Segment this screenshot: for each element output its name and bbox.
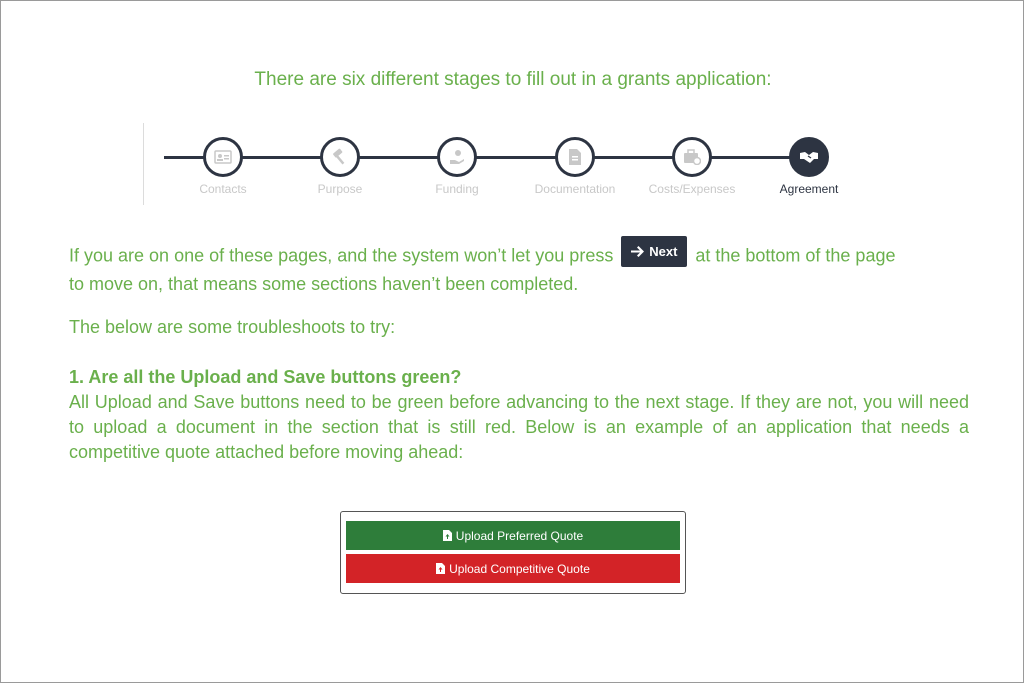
- hand-coin-icon: [437, 137, 477, 177]
- file-upload-icon: [436, 563, 445, 574]
- step-purpose[interactable]: [280, 137, 400, 196]
- upload-competitive-quote-button[interactable]: [346, 554, 680, 583]
- document-icon: [555, 137, 595, 177]
- arrow-right-icon: [631, 246, 644, 257]
- next-instructions-line2: to move on, that means some sections haven’t been completed.: [69, 274, 579, 294]
- step-label-costs-expenses: Costs/Expenses: [648, 182, 736, 196]
- next-button-label: Next: [649, 244, 678, 259]
- upload-competitive-quote-label: Upload Competitive Quote: [449, 561, 590, 576]
- section-1-body: All Upload and Save buttons need to be green before advancing to the next stage. If they are not, you will need to upload a document in the section that is still red. Below is an example of an application that needs a competitive quote attached before moving ahead:: [69, 392, 969, 462]
- upload-example-box: [340, 511, 686, 594]
- step-label-documentation: Documentation: [534, 182, 616, 196]
- section-1-heading: 1. Are all the Upload and Save buttons green?: [69, 367, 462, 387]
- step-agreement[interactable]: [749, 137, 869, 196]
- step-label-agreement: Agreement: [779, 182, 839, 196]
- briefcase-icon: [672, 137, 712, 177]
- next-button-example: [621, 236, 687, 267]
- file-upload-icon: [443, 530, 452, 541]
- upload-preferred-quote-label: Upload Preferred Quote: [455, 528, 584, 543]
- step-documentation[interactable]: [515, 137, 635, 196]
- stage-stepper: [143, 123, 860, 205]
- hammer-icon: [320, 137, 360, 177]
- section-upload-buttons: [69, 365, 969, 465]
- intro-text: There are six different stages to fill out in a grants application:: [254, 69, 772, 90]
- step-label-purpose: Purpose: [317, 182, 363, 196]
- step-contacts[interactable]: [163, 137, 283, 196]
- next-instructions: [69, 241, 969, 297]
- handshake-icon: [789, 137, 829, 177]
- step-label-funding: Funding: [435, 182, 479, 196]
- next-instructions-before: If you are on one of these pages, and the system won’t let you press: [69, 245, 614, 266]
- step-costs-expenses[interactable]: [632, 137, 752, 196]
- upload-preferred-quote-button[interactable]: [346, 521, 680, 550]
- troubleshoot-intro: The below are some troubleshoots to try:: [69, 317, 396, 337]
- next-instructions-after: at the bottom of the page: [695, 245, 896, 266]
- step-label-contacts: Contacts: [199, 182, 247, 196]
- id-card-icon: [203, 137, 243, 177]
- step-funding[interactable]: [397, 137, 517, 196]
